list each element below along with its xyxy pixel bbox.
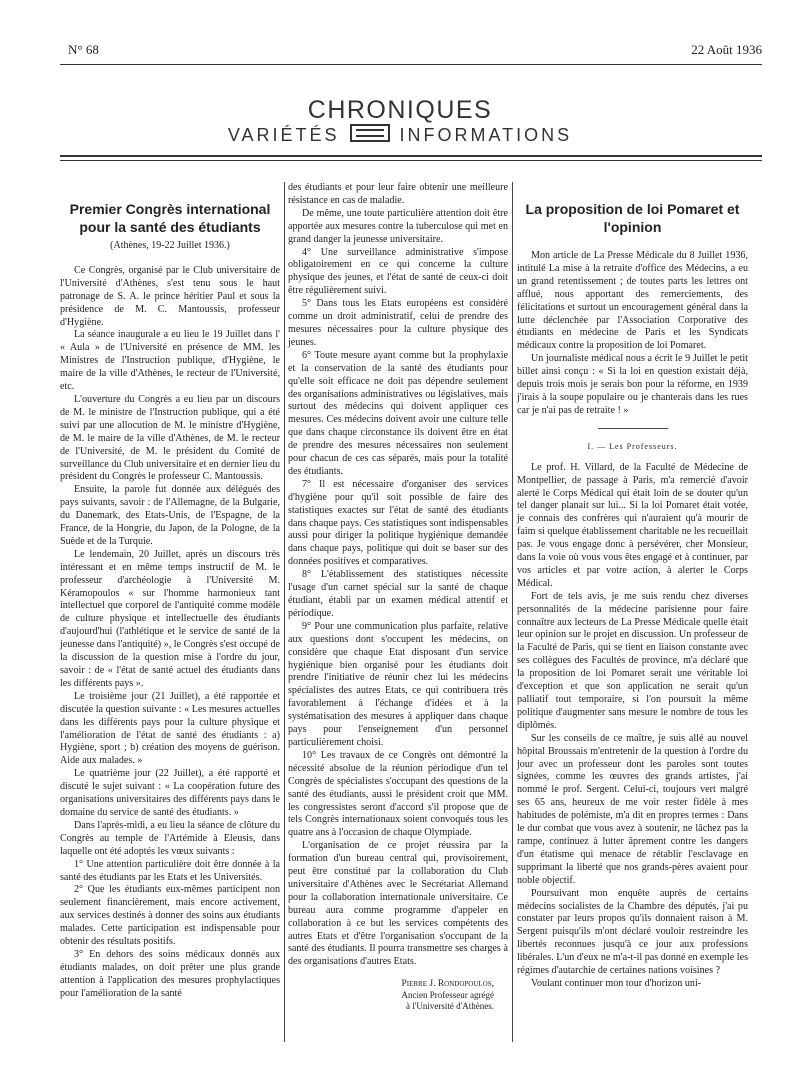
header-rule [60,64,762,65]
article-1-column-2 [288,182,508,1012]
article-1-subtitle: (Athènes, 19-22 Juillet 1936.) [110,240,230,251]
issue-date: 22 Août 1936 [691,42,762,57]
paragraph: Le prof. H. Villard, de la Faculté de Médecine de Montpellier, de passage à Paris, m'a remercié d'avoir alerté le Corps Médical qui était loin de se douter qu'un tel danger planait sur lui... Si la loi Pomaret était votée, je connais des confrères qui n'auraient qu'à mourir de faim si quelque établissement charitable ne les recueillait pas. Je vous engage donc à persévérer, cher Monsieur, dans la voie où vous vous êtes engagé et à continuer, par vos articles et par votre action, à alerter le Corps Médical. [517,461,748,589]
paragraph: De même, une toute particulière attention doit être apportée aux mesures contre la tuberculose qui met en grand danger la jeunesse universitaire. [288,207,508,245]
paragraph: Poursuivant mon enquête auprès de certains médecins socialistes de la Chambre des députés, j'ai pu constater par leurs propos qu'ils donnaient raison à M. Sergent puisqu'ils m'ont déclaré vouloir restreindre les libertés reconnues jusqu'à ce jour aux professions libérales. L'un d'eux ne m'a-t-il pas donné en exemple les régimes d'autarchie de certaines nations voisines ? [517,887,748,977]
paragraph: Voulant continuer mon tour d'horizon uni- [531,977,702,989]
ornament-icon [350,124,390,142]
subtitle-right: INFORMATIONS [399,125,573,145]
article-1-title: Premier Congrès international pour la santé des étudiants [69,201,271,235]
column-divider-2 [512,182,513,1042]
paragraph: L'organisation de ce projet réussira par la formation d'un bureau central qui, provisoirement, peut être constitué par la collaboration du Club universitaire d'Athènes avec le Secrétariat Allemand pour la collaboration internationale universitaire. Ce bureau aura comme programme d'appeler en collaboration à ce but les services compétents des autres Etats et d'être l'organisation s'occupant de la santé des étudiants. Il pourra transmettre ses charges à des organisations d'autres Etats. [288,840,508,968]
paragraph: Le lendemain, 20 Juillet, après un discours très intéressant et en même temps instructif de M. le professeur d'archéologie à l'Université M. Kéramopoulos « sur l'homme harmonieux tant intellectuel que corporel de l'antiquité comme modèle de culture physique et intellectuelle des étudiants d'aujourd'hui (l'athlétique et le service de santé de la jeunesse dans l'antiquité) », le Congrès s'est occupé de la discussion de la question mise à l'ordre du jour, savoir : de « l'état de santé actuel des étudiants dans les différents pays ». [60,548,280,689]
paragraph: Le quatrième jour (22 Juillet), a été rapporté et discuté le sujet suivant : « La coopération future des organisations universitaires des différents pays dans le domaine du service de santé des étudiants. » [60,768,280,818]
issue-number: N° 68 [68,42,99,57]
signature-affiliation: à l'Université d'Athènes. [406,1001,494,1012]
signature-name: Pierre J. Rondopoulos, [401,979,494,990]
paragraph: Ce Congrès, organisé par le Club universitaire de l'Université d'Athènes, s'est tenu sous le haut patronage de S. A. le prince héritier Paul et sous la présidence de M. C. Mantoussis, professeur d'Hygiène. [60,264,280,328]
paragraph: 6° Toute mesure ayant comme but la prophylaxie et la conservation de la santé des étudiants pour qu'elle soit efficace ne doit pas dépendre seulement des organisations administratives ou législatives, mais surtout des médecins qui doivent appliquer ces mesures. Ces médecins doivent avoir une culture telle que dans chaque circonstance ils doivent être en état de prendre des mesures nécessaires non seulement pour chacun de ces cas séparés, mais pour la totalité des étudiants. [288,349,508,477]
paragraph: 5° Dans tous les Etats européens est considéré comme un droit administratif, celui de prendre des mesures nécessaires pour la culture physique des jeunes. [288,298,508,348]
banner-rule [60,155,762,157]
paragraph: La séance inaugurale a eu lieu le 19 Juillet dans l' « Aula » de l'Université en présence de MM. les Ministres de l'Instruction publique, d'Hygiène, le maire de la ville d'Athènes, le recteur de l'Université, etc. [60,329,280,393]
paragraph: Le troisième jour (21 Juillet), a été rapportée et discutée la question suivante : « Les mesures actuelles dans les différents pays pour la culture physique et l'amélioration de l'état de santé des étudiants : a) Hygiène, sport ; b) création des moyens de guérison. Aide aux malades. » [60,690,280,767]
subtitle-left: VARIÉTÉS [227,125,340,145]
paragraph: L'ouverture du Congrès a eu lieu par un discours de M. le ministre de l'Instruction publique, qui a été suivi par une allocution de M. le ministre d'Hygiène, de M. le maire de la ville d'Athènes, de M. le recteur de l'Université, de M. le président du Comité de surveillance du Club universitaire et en dernier lieu du président du Congrès le professeur C. Mantoussis. [60,393,280,483]
article-2-column [517,200,748,991]
paragraph: Sur les conseils de ce maître, je suis allé au nouvel hôpital Broussais m'entretenir de la question à l'ordre du jour avec un professeur dont les paroles sont toutes signées, comme les œuvres des grands artistes, j'ai nommé le prof. Sergent. Celui-ci, toujours vert malgré ses 65 ans, heureux de me voir rester fidèle à mes habitudes de polémiste, m'a dit en propres termes : Dans le dur combat que vous avez à soutenir, ne lâchez pas la rampe, continuez à lutter âprement contre les dangers d'un étatisme qui menace de rétablir l'esclavage en supprimant la liberté que nos grands-pères avaient pour noble objectif. [517,732,748,886]
paragraph: 7° Il est nécessaire d'organiser des services d'hygiène pour qu'il soit possible de faire des statistiques exactes sur l'état de santé des étudiants dans chaque pays. Ces statistiques sont indispensables aussi pour diriger la politique hygiénique demandée dans chaque pays, politique qui doit se baser sur des données positives et comparatives. [288,478,508,568]
paragraph: des étudiants et pour leur faire obtenir une meilleure résistance en cas de maladie. [288,182,508,206]
banner-rule-thin [60,160,762,161]
paragraph: Mon article de La Presse Médicale du 8 Juillet 1936, intitulé La mise à la retraite d'office des Médecins, a eu un grand retentissement ; de toutes parts les lettres ont afflué, nous apportant des remerciements, des félicitations et surtout un encouragement général dans la lutte déclenchée par l'Association Corporative des étudiants en médecine de Paris et les Syndicats médicaux contre la proposition de loi Pomaret. [517,250,748,352]
page-subtitle [0,124,800,146]
article-1-column-1 [60,200,280,1001]
paragraph: 3° En dehors des soins médicaux donnés aux étudiants malades, on doit prêter une plus grande attention à l'application des mesures prophylactiques pour l'amélioration de la santé [60,948,280,999]
column-divider-1 [284,182,285,1042]
paragraph: Ensuite, la parole fut donnée aux délégués des pays suivants, savoir : de l'Allemagne, de la Bulgarie, du Danemark, des Etats-Unis, de l'Espagne, de la France, de la Hongrie, du Japon, de la Pologne, de la Suède et de la Turquie. [60,484,280,547]
paragraph: Dans l'après-midi, a eu lieu la séance de clôture du Congrès au temple de l'Artémide à Eleusis, dans laquelle ont été adoptés les vœux suivants : [60,819,280,857]
section-divider [598,428,668,429]
page-title: CHRONIQUES [307,96,493,124]
paragraph: Un journaliste médical nous a écrit le 9 Juillet le petit billet ainsi conçu : « Si la loi en question existait déjà, depuis trois mois je serais bon pour la réforme, en 1939 j'irais à la soupe populaire ou je chanterais dans les rues car je n'ai pas de retraite ! » [517,353,748,416]
paragraph: Fort de tels avis, je me suis rendu chez diverses personnalités de la médecine parisienne pour faire connaître aux lecteurs de La Presse Médicale quelle était leur opinion sur le projet en discussion. Un professeur de la Faculté de Paris, qui se tient en liaison constante avec ses collègues des Facultés de province, m'a déclaré que la proposition de loi Pomaret serait une véritable loi d'exception et que son application ne serait qu'un palliatif tout temporaire, si l'on poursuit la même politique d'augmenter sans mesure le nombre de tous les diplômés. [517,590,748,731]
paragraph: 1° Une attention particulière doit être donnée à la santé des étudiants par les Etats et les Universités. [60,858,280,883]
paragraph: 10° Les travaux de ce Congrès ont démontré la nécessité absolue de la réunion périodique d'un tel Congrès de spécialistes s'occupant des questions de la santé des étudiants, aussi le président croit que MM. les congressistes seront d'accord s'il propose que de tels Congrès internationaux soient convoqués tous les quatre ans à l'occasion de chaque Olympiade. [288,749,508,839]
signature-title: Ancien Professeur agrégé [401,990,494,1001]
signature [288,979,508,1012]
article-2-title: La proposition de loi Pomaret et l'opinion [525,201,740,235]
paragraph: 2° Que les étudiants eux-mêmes participent non seulement financièrement, mais encore activement, aux services destinés à donner des soins aux étudiants malades. Cette participation est indispensable pour obtenir des résultats positifs. [60,884,280,948]
paragraph: 4° Une surveillance administrative s'impose obligatoirement en ce qui concerne la culture physique des jeunes, et l'état de santé de ceux-ci doit être régulièrement suivi. [288,246,508,297]
paragraph: 8° L'établissement des statistiques nécessite l'usage d'un carnet spécial sur la santé de chaque étudiant, établi par un examen médical attentif et périodique. [288,569,508,619]
section-heading: I. — Les Professeurs. [587,441,678,451]
paragraph: 9° Pour une communication plus parfaite, relative aux questions dont s'occupent les médecins, on considère que chaque Etat disposant d'un service hygiénique bien organisé pour les étudiants doit prendre l'initiative de réunir chez lui les médecins spécialistes des autres Etats, ce qui contribuera très favorablement à l'échange d'idées et à la systématisation des mesures à appliquer dans chaque pays pour l'enseignement d'un personnel particulièrement choisi. [288,620,508,748]
